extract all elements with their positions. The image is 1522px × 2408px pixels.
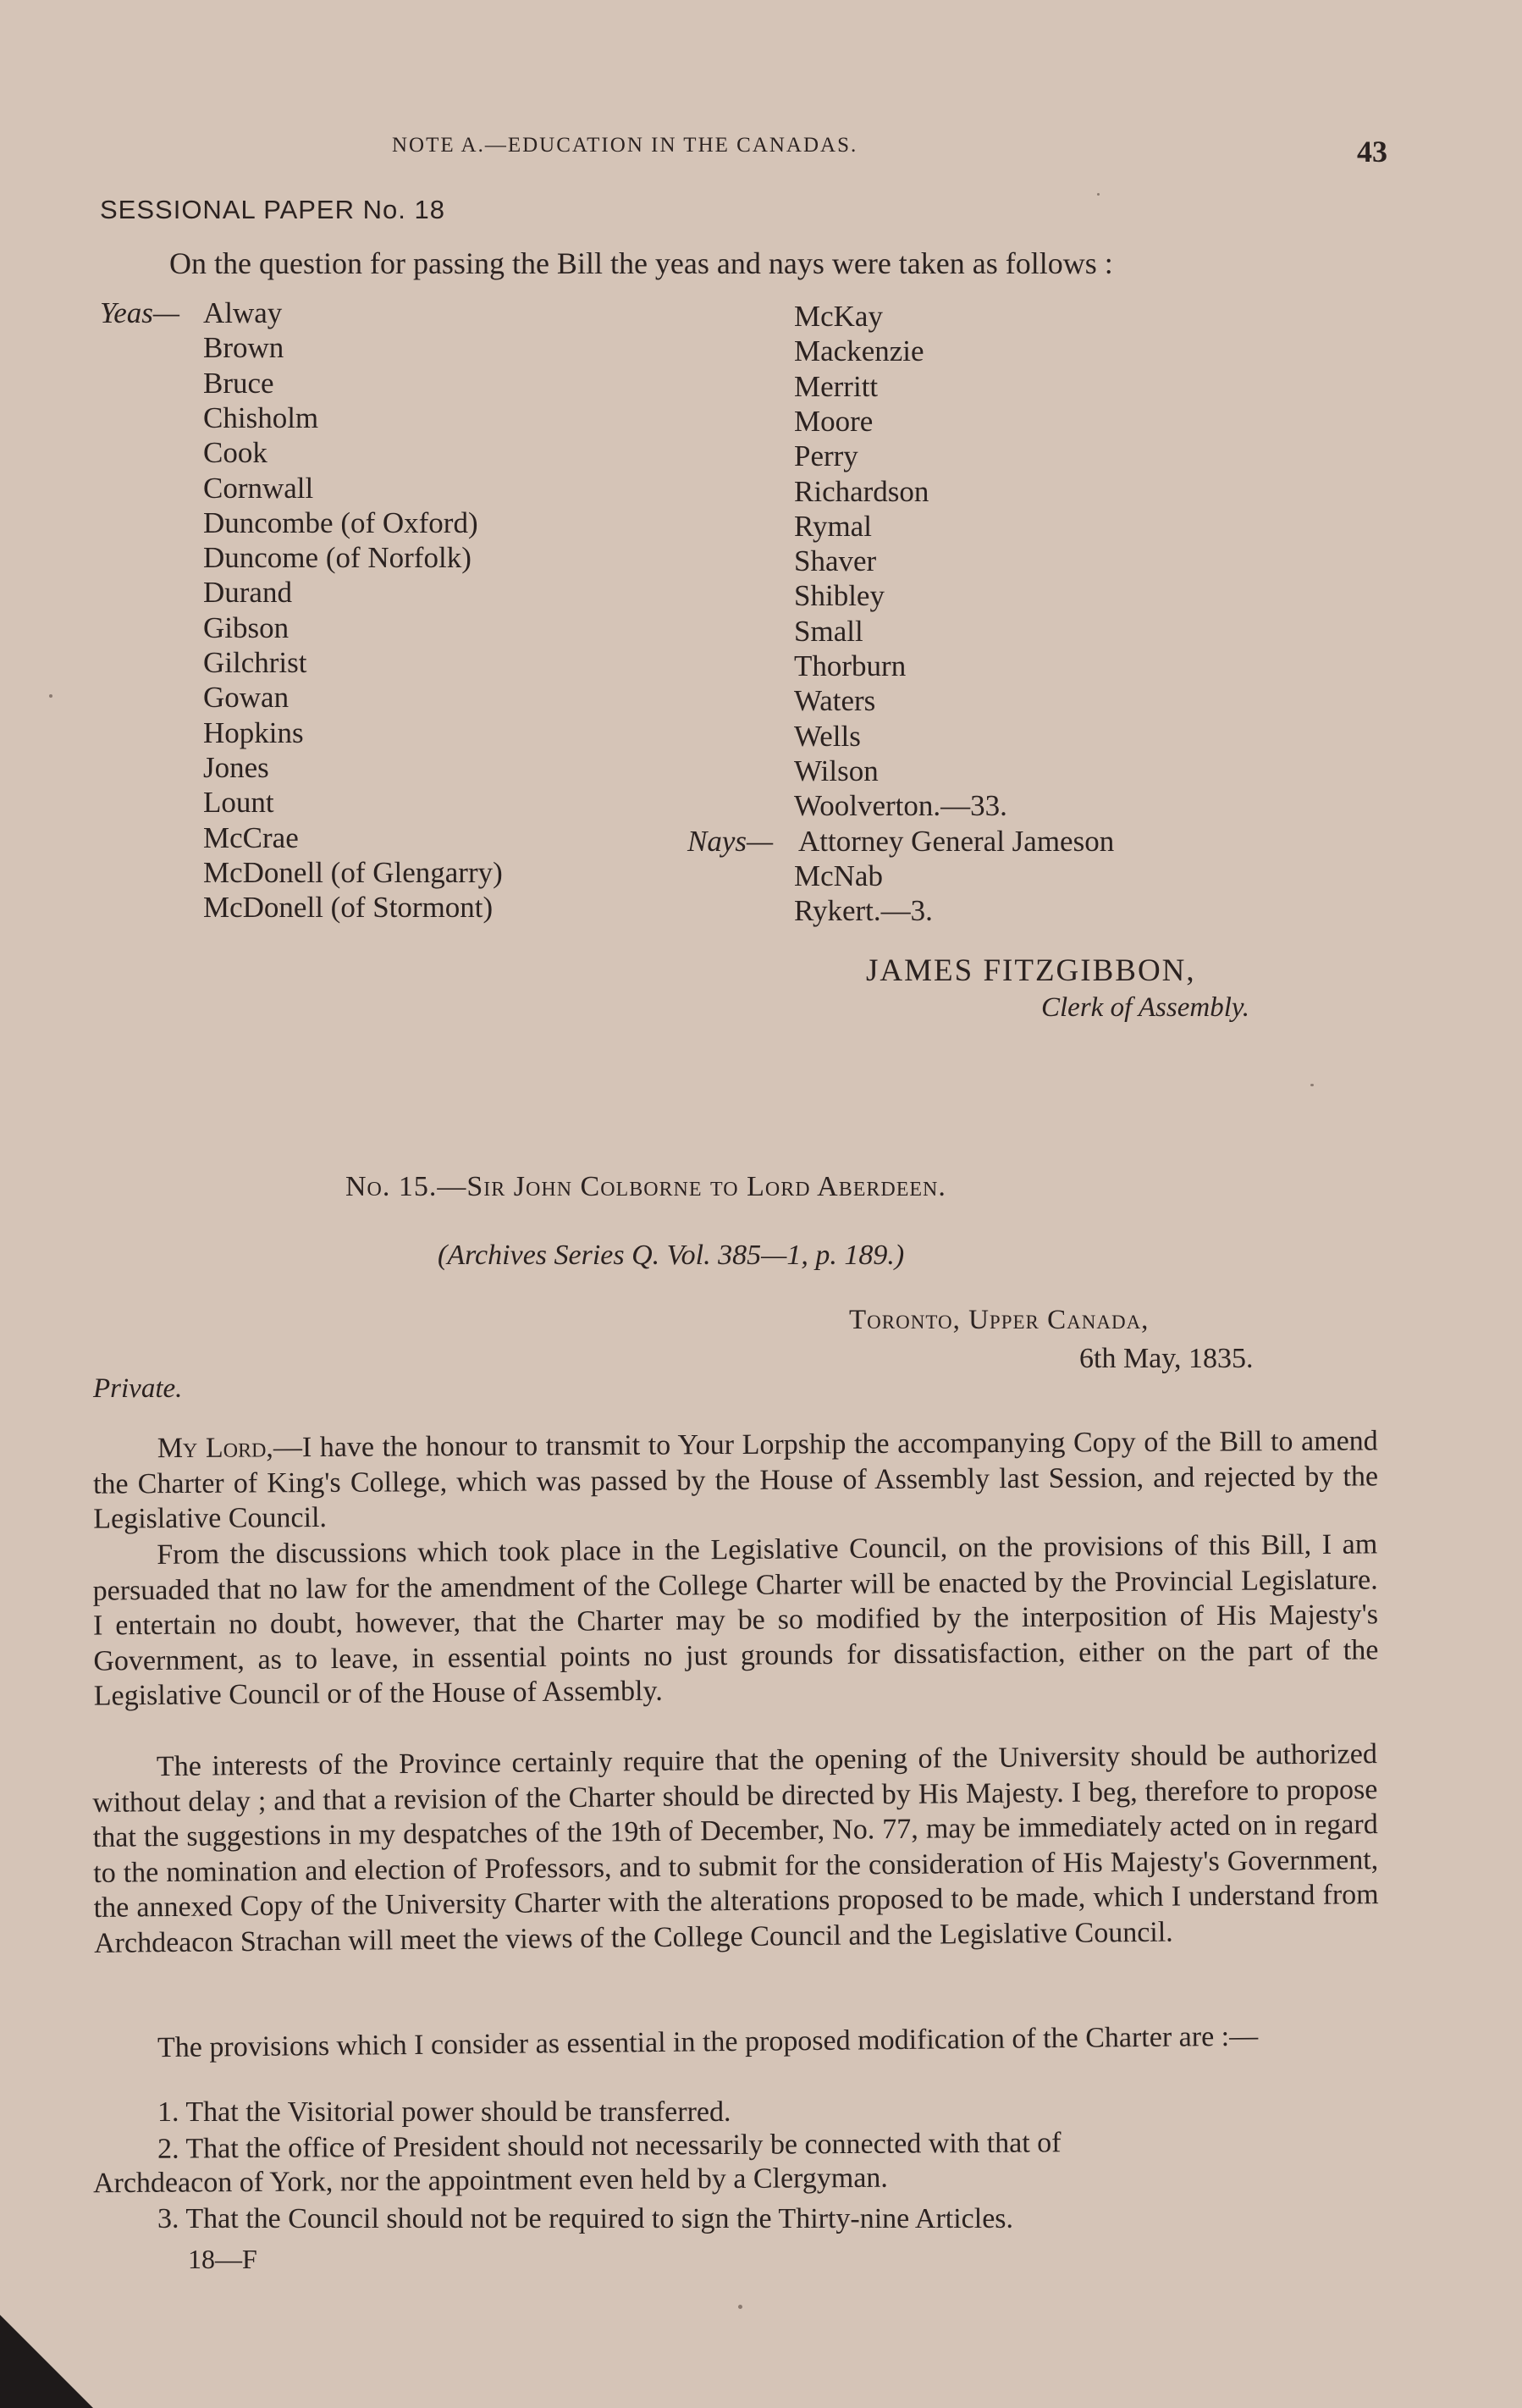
paragraph-2-text: From the discussions which took place in the Legislative Council, on the provisions of this Bill, I am persuaded that no law for the amendment of the College Charter will be enacted by the Provincial Legislature. I entertain no doubt, however, that the Charter may be so modified by the interposition of His Majesty's Government, as to leave, in essential points no just grounds for dissatisfaction, either on the part of the Legislative Council or of the House of Assembly. bbox=[92, 1528, 1379, 1712]
letter-date: 6th May, 1835. bbox=[1079, 1343, 1254, 1374]
paper-speck bbox=[738, 2305, 742, 2309]
yea-member: Mackenzie bbox=[794, 334, 924, 368]
archives-reference: (Archives Series Q. Vol. 385—1, p. 189.) bbox=[438, 1240, 905, 1271]
yea-member: Merritt bbox=[794, 369, 879, 403]
paragraph-3-text: The interests of the Province certainly require that the opening of the University should be authorized without delay ; and that a revision of the Charter should be directed by His Majesty. I beg, therefore to propose that the suggestions in my despatches of the 19th of December, No. 77, may be immediately acted on in regard to the nomination and election of Professors, and to submit for the consideration of His Majesty's Government, the annexed Copy of the University Charter with the alterations proposed to be made, which I understand from Archdeacon Strachan will meet the views of the College Council and the Legislative Council. bbox=[92, 1738, 1379, 1959]
paragraph-1 bbox=[93, 1423, 1379, 1537]
yea-member: Waters bbox=[794, 684, 876, 718]
yea-member: Cornwall bbox=[203, 471, 314, 505]
paragraph-1-text: —I have the honour to transmit to Your Lorpship the accompanying Copy of the Bill to amend the Charter of King's College, which was passed by the House of Assembly last Session, and rejected by the Legislative Council. bbox=[92, 1425, 1379, 1535]
yea-member: Thorburn bbox=[794, 649, 907, 682]
page-corner-shadow bbox=[0, 2315, 93, 2408]
yea-member: Richardson bbox=[794, 474, 929, 508]
yea-member: McDonell (of Stormont) bbox=[203, 891, 494, 925]
yea-member: Small bbox=[794, 614, 863, 648]
yea-member: Woolverton.—33. bbox=[794, 789, 1007, 823]
list-item: Archdeacon of York, nor the appointment even held by a Clergyman. bbox=[92, 2162, 888, 2200]
nays-label: Nays— bbox=[687, 824, 774, 858]
yea-member: Durand bbox=[203, 576, 292, 610]
yea-member: Moore bbox=[794, 404, 874, 438]
yea-member: Cook bbox=[203, 436, 267, 470]
private-label: Private. bbox=[93, 1373, 183, 1404]
yea-member: Hopkins bbox=[203, 715, 304, 749]
yea-member: Shibley bbox=[794, 579, 885, 613]
nay-member: Attorney General Jameson bbox=[798, 824, 1115, 858]
paragraph-4-text: The provisions which I consider as essential in the proposed modification of the Charter are :— bbox=[157, 2020, 1259, 2064]
page-number: 43 bbox=[1357, 135, 1387, 168]
nay-member: Rykert.—3. bbox=[794, 894, 933, 928]
yea-member: Gibson bbox=[203, 610, 290, 644]
yea-member: Gowan bbox=[203, 681, 290, 715]
yea-member: Jones bbox=[203, 750, 269, 784]
list-item: 3. That the Council should not be required to sign the Thirty-nine Articles. bbox=[157, 2203, 1014, 2234]
running-title: NOTE A.—EDUCATION IN THE CANADAS. bbox=[392, 134, 858, 157]
yea-member: Bruce bbox=[203, 366, 274, 400]
paragraph-2 bbox=[92, 1527, 1379, 1714]
nay-member: McNab bbox=[794, 859, 883, 892]
yea-member: Chisholm bbox=[203, 400, 319, 434]
paragraph-4 bbox=[93, 2018, 1378, 2066]
yea-member: Gilchrist bbox=[203, 646, 307, 679]
letter-heading: No. 15.—Sir John Colborne to Lord Aberdeen. bbox=[345, 1171, 946, 1202]
signature-mark: 18—F bbox=[188, 2244, 257, 2274]
yea-member: Brown bbox=[203, 331, 284, 365]
clerk-title: Clerk of Assembly. bbox=[1041, 992, 1249, 1023]
yea-member: Rymal bbox=[794, 509, 872, 543]
yeas-label: Yeas— bbox=[100, 296, 180, 329]
yea-member: Wilson bbox=[794, 754, 879, 787]
vote-intro: On the question for passing the Bill the yeas and nays were taken as follows : bbox=[169, 246, 1113, 280]
yea-member: Wells bbox=[794, 719, 861, 753]
clerk-name: JAMES FITZGIBBON, bbox=[866, 953, 1196, 988]
yea-member: Lount bbox=[203, 786, 274, 820]
paper-speck bbox=[1097, 193, 1100, 196]
yea-member: McDonell (of Glengarry) bbox=[203, 855, 503, 889]
sessional-paper-label: SESSIONAL PAPER No. 18 bbox=[100, 195, 445, 224]
paper-speck bbox=[49, 694, 52, 698]
list-item: 1. That the Visitorial power should be transferred. bbox=[157, 2096, 731, 2128]
yea-member: McKay bbox=[794, 300, 883, 333]
yea-member: Duncombe (of Oxford) bbox=[203, 505, 478, 539]
salutation: My Lord, bbox=[157, 1432, 273, 1465]
yea-member: Shaver bbox=[794, 544, 877, 578]
letter-place: Toronto, Upper Canada, bbox=[849, 1305, 1150, 1335]
list-item: 2. That the office of President should not necessarily be connected with that of bbox=[157, 2127, 1062, 2165]
yea-member: Perry bbox=[794, 439, 858, 473]
yea-member: McCrae bbox=[203, 820, 299, 854]
yea-member: Alway bbox=[203, 296, 283, 329]
paragraph-3 bbox=[92, 1737, 1380, 1961]
paper-speck bbox=[1310, 1084, 1314, 1086]
yea-member: Duncome (of Norfolk) bbox=[203, 541, 471, 575]
